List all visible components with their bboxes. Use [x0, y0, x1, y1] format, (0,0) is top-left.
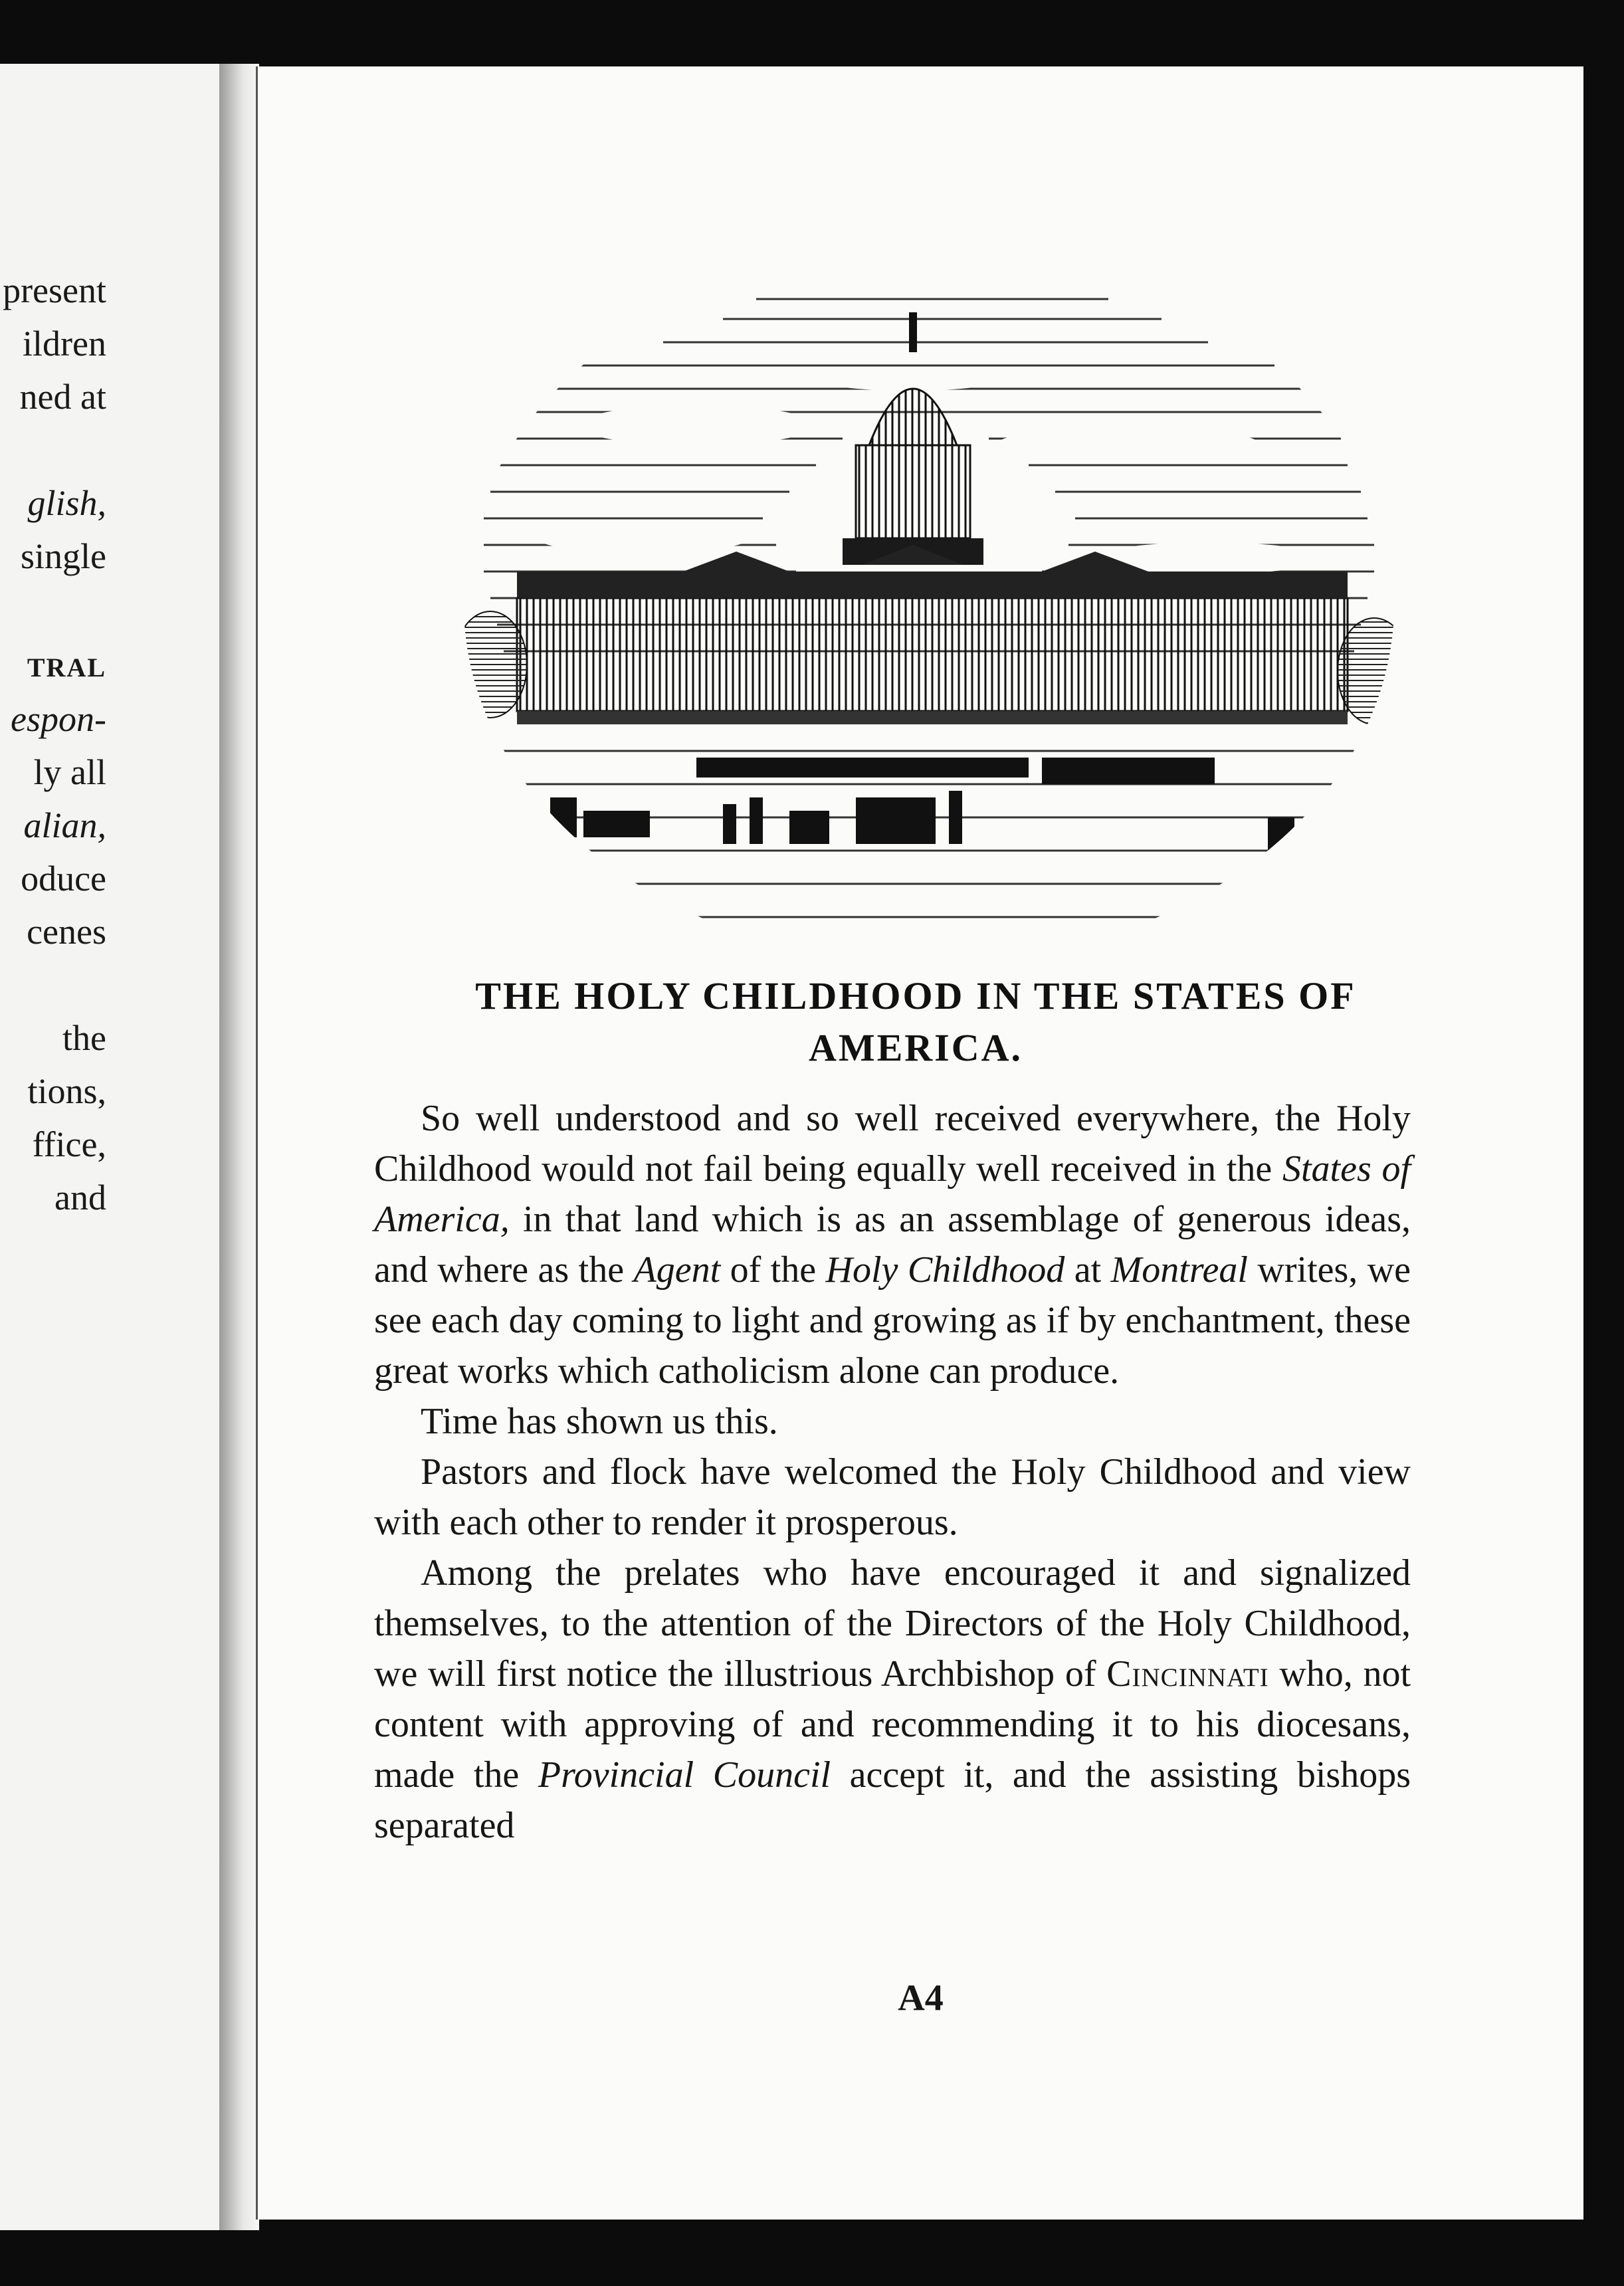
left-text-line: present [3, 270, 106, 310]
left-text-line: glish, [27, 483, 106, 523]
text-run: who, not content with approving of and recommending it to his diocesans, made the [374, 1653, 1411, 1796]
chapter-heading-line: AMERICA. [808, 1026, 1023, 1069]
page [256, 66, 1583, 2220]
paragraph [374, 1093, 1411, 1396]
italic-run: States of America, [374, 1148, 1411, 1240]
left-text-line: the [62, 1018, 106, 1058]
text-run: Among the prelates who have encouraged it and signalized themselves, to the attention of the Directors of the Holy Childhood, we will first notice the illustrious Archbishop of [374, 1552, 1411, 1695]
left-text-line: ildren [23, 324, 106, 364]
text-run: at [1065, 1249, 1111, 1291]
italic-run: Agent [633, 1249, 721, 1291]
text-run: So well understood and so well received everywhere, the Holy Childhood would not fail being equally well received in the [374, 1098, 1411, 1190]
previous-page [0, 64, 223, 2230]
text-run: writes, we see each day coming to light and growing as if by enchantment, these great works which catholicism alone can produce. [374, 1249, 1411, 1392]
paragraph: Pastors and flock have welcomed the Holy Childhood and view with each other to render it prosperous. [374, 1451, 1411, 1543]
left-text-line: ned at [19, 377, 106, 417]
chapter-heading-line: THE HOLY CHILDHOOD IN THE STATES OF [475, 974, 1356, 1017]
left-text-line: single [21, 536, 106, 576]
left-text-line: TRAL [27, 653, 106, 682]
body-text [374, 1093, 1411, 1851]
left-text-line: and [54, 1178, 106, 1217]
italic-run: Provincial Council [538, 1754, 831, 1796]
left-text-line: cenes [27, 912, 106, 952]
italic-run: Montreal [1110, 1249, 1248, 1291]
italic-run: Holy Childhood [825, 1249, 1065, 1291]
book-gutter [219, 64, 259, 2230]
left-text-line: espon- [11, 699, 106, 739]
text-run: in that land which is as an assemblage of generous ideas, and where as the [374, 1199, 1411, 1291]
chapter-heading [377, 970, 1454, 1074]
text-run: accept it, and the assisting bishops separated [374, 1754, 1411, 1846]
paragraph [374, 1548, 1411, 1851]
small-caps-run: Cincinnati [1106, 1653, 1269, 1695]
left-text-line: tions, [27, 1071, 106, 1111]
left-text-line: ffice, [32, 1124, 106, 1164]
left-text-line: ly all [33, 752, 106, 792]
paragraph: Time has shown us this. [421, 1401, 778, 1442]
signature-mark: A4 [898, 1978, 944, 2019]
capitol-engraving [444, 226, 1414, 984]
text-run: of the [720, 1249, 826, 1291]
left-text-line: oduce [21, 859, 106, 898]
left-text-line: alian, [23, 805, 106, 845]
